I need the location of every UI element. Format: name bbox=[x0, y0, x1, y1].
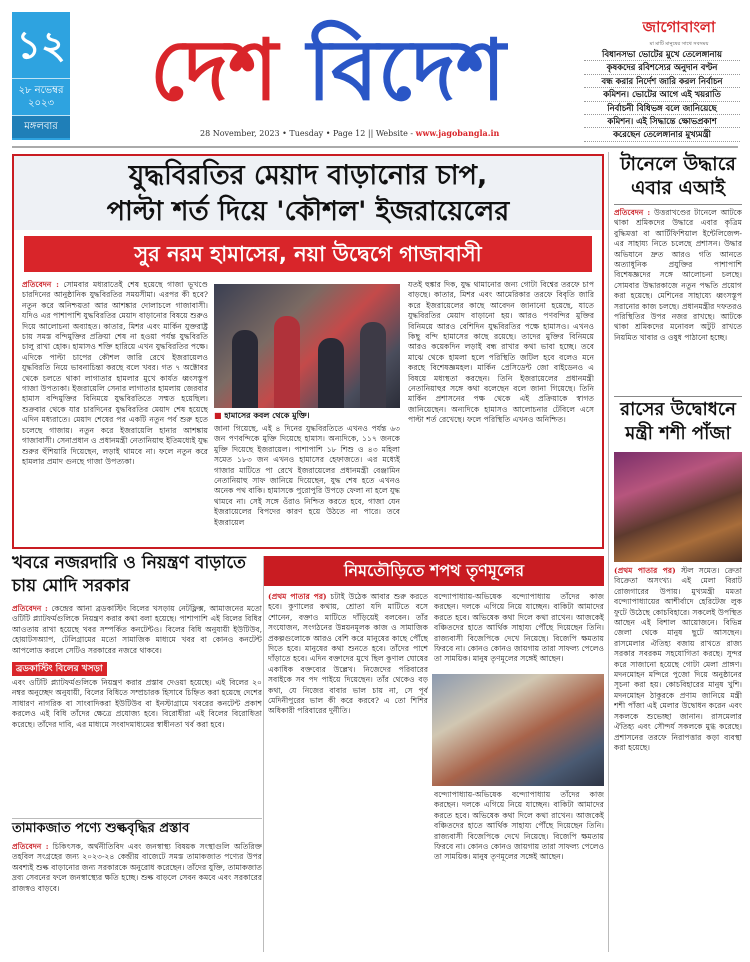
tunnel-text: উত্তরাখণ্ডের টানেলে আটকে থাকা শ্রমিকদের উদ্ধারে এবার কৃত্রিম বুদ্ধিমত্তা বা আর্টিফিশিয়াল ইন্টেলিজেন্স-এর সাহায্য নিতে চলেছে প্রশাসন। উদ্ধার অভিযানে দ্রুত আরও গতি আনতে অত্যাধুনিক প্রযুক্তির পাশাপাশি বিশেষজ্ঞদের সঙ্গে আলোচনা চলছে। সোমবার উদ্ধারকাজে নতুন পদ্ধতি প্রয়োগ করা হয়েছে। মেশিনের সাহায্যে ধ্বংসস্তূপ সরানোর কাজ চলছে। প্রধানমন্ত্রীর দফতরও পরিস্থিতির উপর নজর রাখছে। আটকে থাকা শ্রমিকদের মনোবল অটুট রাখতে নিয়মিত খাবার ও ওষুধ পাঠানো হচ্ছে। bbox=[614, 208, 742, 342]
nimtouri-column-2-bottom bbox=[434, 790, 604, 952]
lead-column-1 bbox=[22, 280, 208, 542]
tobacco-story-body bbox=[12, 842, 262, 952]
lead-byline: প্রতিবেদন : bbox=[22, 280, 59, 289]
tobacco-byline: প্রতিবেদন : bbox=[12, 842, 49, 851]
broadcast-bill-tag: ব্রডকাস্টিং বিলের খসড়া bbox=[12, 662, 107, 676]
ras-continued-label: (প্রথম পাতার পর) bbox=[614, 566, 676, 575]
lead-col1-text: সোমবার মধ্যরাতেই শেষ হয়েছে গাজা ভূখণ্ডে চারদিনের আনুষ্ঠানিক যুদ্ধবিরতির সময়সীমা। এরপর কী হবে? নতুন করে অনিশ্চয়তা আর আশঙ্কার দোলাচলে গাজাবাসী। যদিও এর পাশাপাশি যুদ্ধবিরতির মেয়াদ বাড়ানোর বিষয়ে শুরুও দিয়ে আলোচনা অব্যাহত। কাতার, মিশর এবং মার্কিন যুক্তরাষ্ট্র চায় সমস্ত বন্দিমুক্তির প্রক্রিয়া শেষ না হওয়া পর্যন্ত যুদ্ধবিরতি চালু রাখা হোক। হামাসও শক্তি হারিয়ে এখন যুদ্ধবিরতির পক্ষে। এদিকে পাল্টা চাপের কৌশল জারি রেখে ইজরায়েলও যুদ্ধবিরতি নিয়ে ভাবনাচিন্তা করছে বলে খবর। গত ৭ অক্টোবর থেকে চলতে থাকা লাগাতার হামলার মুখে কার্যত ধ্বংসস্তূপ গাজা উপত্যকা। ইজরায়েলি সেনার লাগাতার হামলায় জেরবার হামাস বন্দিমুক্তির বিনিময়ে যুদ্ধবিরতিতে সম্মত হয়েছিল। শুক্রবার থেকে যার চারদিনের যুদ্ধবিরতির মেয়াদ শেষ হয়েছে এদিন মধ্যরাতে। মেয়াদ শেষের পর একটি নতুন পর্ব শুরু হতে চলেছে গাজায়। নতুন করে ইজরায়েলি হানার আশঙ্কায় গাজাবাসী। সেনাপ্রধান ও প্রধানমন্ত্রী নেতানিয়াহু ইতিমধ্যেই যুদ্ধ শুরুর হুঁশিয়ারি দিয়েছেন, লড়াই থামবে না। ফলে নতুন করে হামলার প্রমাদ গুনছে গাজা উপত্যকা। bbox=[22, 280, 208, 466]
broadcast-bill-headline: খবরে নজরদারি ও নিয়ন্ত্রণ বাড়াতে চায় মোদি সরকার bbox=[12, 553, 246, 596]
tunnel-byline: প্রতিবেদন : bbox=[614, 208, 651, 217]
nimtouri-col2-text: বন্দ্যোপাধ্যায়-অভিষেক বন্দ্যোপাধ্যায় তাঁদের কাজ করছেন। দলকে এগিয়ে নিয়ে যাচ্ছেন। বাকিটা আমাদের করতে হবে। অভিষেক কথা দিলে কথা রাখেন। আজকেই বঞ্চিতদের হাতে আর্থিক সাহায্য পৌঁছে দিয়েছেন তিনি। রাজ্যবাসী বিজেপিকে দেখে নিয়েছে। বিজেপি ক্ষমতায় ফিরবে না। কোনও কোনও জায়গায় তারা সাফল্য পেলেও তা সাময়িক। মানুষ তৃণমূলের সঙ্গেই আছেন। bbox=[434, 592, 604, 664]
newspaper-title bbox=[150, 20, 570, 120]
logo-text: জাগোবাংলা bbox=[642, 18, 716, 36]
publisher-logo bbox=[624, 16, 734, 46]
broadcast-text-1: কেন্দ্রের আনা ব্রডকাস্টিং বিলের খসড়ায় নেটফ্লিক্স, আমাজনের মতো ওটিটি প্ল্যাটফর্মগুলিকে নিয়ন্ত্রণ করার কথা বলা হয়েছে। পাশাপাশি এই বিলের বিধির আওতায় রাখা হয়েছে খবর সম্পর্কিত কনটেন্টও। বিলের বিধি অনুযায়ী ইউটিউব, হোয়াটসঅ্যাপ, টেলিগ্রামের মতো সামাজিক মাধ্যমে খবর বা কোনও কনটেন্ট আপলোড করলে সেটিও সরকারের নজরে থাকবে। bbox=[12, 604, 262, 655]
photo-caption: ■ হামাসের কবল থেকে মুক্তি। bbox=[214, 410, 400, 423]
tobacco-headline: তামাকজাত পণ্যে শুল্কবৃদ্ধির প্রস্তাব bbox=[12, 821, 190, 836]
nimtouri-column-2-top bbox=[434, 592, 604, 672]
nimtouri-headline: নিমতৌড়িতে শপথ তৃণমূলের bbox=[264, 556, 604, 586]
lead-col2-text: জানা গিয়েছে, এই ৪ দিনের যুদ্ধবিরতিতে এখনও পর্যন্ত ৬৩ জন পণবন্দিকে মুক্তি দিয়েছে হামাস। অন্যদিকে, ১১৭ জনকে মুক্তি দিয়েছে ইজরায়েল। পাশাপাশি ১৮ শিশু ও ৪৩ মহিলা সমেত ১৮৩ জন এখনও হামাসের হেফাজতে। এর মধ্যেই গাজার মাটিতে পা রেখে ইজরায়েলের প্রধানমন্ত্রী বেঞ্জামিন নেতানিয়াহু সাফ জানিয়ে দিয়েছেন, যুদ্ধ শেষ হতে এখনও অনেক পথ বাকি। হামাসকে পুরোপুরি উপড়ে ফেলা না হলে যুদ্ধ থামবে না। সেই সঙ্গে ওঁরাও নিশ্চিত করতে হবে, গাজা যেন ইজরায়েলের বিপদের কারণ হয়ে উঠতে না পারে। তবে ইজরায়েল bbox=[214, 424, 400, 527]
ras-story-body bbox=[614, 566, 742, 952]
masthead-divider bbox=[12, 146, 738, 148]
page-number: ১২ bbox=[12, 12, 70, 79]
lead-headline-line2: পাল্টা শর্ত দিয়ে 'কৌশল' ইজরায়েলের bbox=[106, 196, 510, 227]
lead-column-2 bbox=[214, 424, 400, 542]
nimtouri-col2-text-cont: বন্দ্যোপাধ্যায়-অভিষেক বন্দ্যোপাধ্যায় তাঁদের কাজ করছেন। দলকে এগিয়ে নিয়ে যাচ্ছেন। বাকিটা আমাদের করতে হবে। অভিষেক কথা দিলে কথা রাখেন। আজকেই বঞ্চিতদের হাতে আর্থিক সাহায্য পৌঁছে দিয়েছেন তিনি। রাজ্যবাসী বিজেপিকে দেখে নিয়েছে। বিজেপি ক্ষমতায় ফিরবে না। কোনও কোনও জায়গায় তারা সাফল্য পেলেও তা সাময়িক। মানুষ তৃণমূলের সঙ্গেই আছেন। bbox=[434, 790, 604, 862]
lead-headline bbox=[14, 156, 602, 230]
broadcast-story-body-1 bbox=[12, 604, 262, 660]
ear-line: নির্বাচনী বিধিভঙ্গ বলে জানিয়েছে bbox=[584, 102, 740, 115]
ear-line: করেছেন তেলেঙ্গানার মুখ্যমন্ত্রী bbox=[584, 128, 740, 141]
ear-line: বন্ধ করার নির্দেশ জারি করল নির্বাচন bbox=[584, 75, 740, 88]
title-part-1: দেশ bbox=[150, 21, 278, 119]
title-part-2: বিদেশ bbox=[307, 21, 506, 119]
column-divider bbox=[608, 152, 609, 952]
lead-story bbox=[12, 154, 604, 549]
logo-tagline: মা মাটি মানুষের সাথে সবসময় bbox=[649, 41, 709, 47]
lead-column-3 bbox=[408, 280, 594, 542]
ear-line: কমিশন। ভোটের আগে এই খয়রাতি bbox=[584, 88, 740, 101]
dateline bbox=[200, 128, 499, 138]
nimtouri-col1-text: চটাই উঠেক আবার শুরু করতে হবে। কুণালের কথায়, শ্রোতা যদি মাটিতে বসে শোনেন, বক্তাও মাটিতে দাঁড়িয়েই বলবেন। তাঁর সংযোজন, সংগঠনের উন্নয়নমূলক কাজ ও সামাজিক প্রকল্পগুলোকে আরও বেশি করে মানুষের কাছে পৌঁছে দিতে হবে। মানুষের কথা শুনতে হবে। তাঁদের পাশে দাঁড়াতে হবে। এদিন বক্তাদের মুখে ছিল কুণাল ঘোষের একাধিক বক্তব্যের উল্লেখ। নিজেদের পরিবারের সবাইকে সব পদ পাইয়ে দিয়েছেন। তাঁর থেকেও বড় কথা, যে নিজের বাবার ভাল চায় না, সে পূর্ব মেদিনীপুরের ভাল কী করে করবে? এ তো শিশির অধিকারী পরিবারের দুর্নীতি। bbox=[268, 592, 428, 716]
ras-inauguration-photo bbox=[614, 452, 742, 562]
website-link[interactable]: www.jagobangla.in bbox=[415, 128, 500, 138]
lead-subheadline: সুর নরম হামাসের, নয়া উদ্বেগে গাজাবাসী bbox=[24, 236, 592, 272]
tunnel-rule bbox=[614, 204, 742, 205]
lead-headline-line1: যুদ্ধবিরতির মেয়াদ বাড়ানোর চাপ, bbox=[128, 160, 488, 191]
ear-panel-news bbox=[584, 48, 740, 142]
ras-text: স্টল সমেত। ক্রেতা বিক্রেতা অসংখ্য। এই মেলা বিরাট রোজগারের উপায়। মুখ্যমন্ত্রী মমতা বন্দ্যোপাধ্যায়ের আশীর্বাদে হেরিটেজ লুক ফুটে উঠেছে কোচবিহারে। সকলেই উপস্থিত আছেন এই বিশাল আয়োজনে। বিভিন্ন জেলা থেকে মানুষ ছুটে আসছেন। রাসমেলার ঐতিহ্য বজায় রাখতে রাজ্য সরকার সবরকম সহযোগিতা করছে। সুন্দর করে সাজানো হয়েছে গোটা মেলা প্রাঙ্গণ। মদনমোহন মন্দিরে পুজো দিয়ে অনুষ্ঠানের সূচনা করা হয়। কোচবিহারের মানুষ খুশি। মদনমোহন ঠাকুরকে প্রণাম জানিয়ে মন্ত্রী শশী পাঁজা এই মেলার উদ্বোধন করেন এবং সকলকে শুভেচ্ছা জানান। রাসমেলার ঐতিহ্য এবং সৌন্দর্য সকলকে মুগ্ধ করেছে। প্রশাসনের তরফে নিরাপত্তার কড়া ব্যবস্থা করা হয়েছে। bbox=[614, 566, 742, 752]
nimtouri-rally-photo bbox=[432, 674, 604, 786]
hostage-release-photo bbox=[214, 284, 400, 408]
tobacco-rule bbox=[12, 818, 262, 819]
nimtouri-continued-label: (প্রথম পাতার পর) bbox=[268, 592, 327, 601]
ear-line: কমিশন। এই সিদ্ধান্তে ক্ষোভপ্রকাশ bbox=[584, 115, 740, 128]
nimtouri-column-1 bbox=[268, 592, 428, 952]
ras-rule bbox=[614, 396, 742, 397]
ras-headline: রাসের উদ্বোধনে মন্ত্রী শশী পাঁজা bbox=[620, 399, 736, 444]
tunnel-headline: টানেলে উদ্ধারে এবার এআই bbox=[620, 153, 736, 199]
issue-date: ২৮ নভেম্বর ২০২৩ bbox=[12, 79, 70, 116]
lead-col3-text: যতই হুঙ্কার দিক, যুদ্ধ থামানোর জন্য গোটা বিশ্বের তরফে চাপ বাড়ছে। কাতার, মিশর এবং আমেরিকার তরফে বিবৃতি জারি করে ইজরায়েলের কাছে আবেদন জানানো হয়েছে, যাতে যুদ্ধবিরতির মেয়াদ বাড়ানো হয়। আরও পণবন্দির মুক্তির বিনিময়ে আরও বেশিদিন যুদ্ধবিরতির পক্ষে হামাসও। এখনও কিছু বন্দি হামাসের কাছে রয়েছে। তাদের মুক্তির বিনিময়ে আরও কয়েকদিন লড়াই বন্ধ রাখার কথা ভাবা হচ্ছে। তবে মাঝে থেকে হামলা হলে পরিস্থিতি জটিল হবে বলেও মনে করছে বিশেষজ্ঞমহল। মার্কিন প্রেসিডেন্ট জো বাইডেনও এ বিষয়ে মধ্যস্থতা করছেন। তিনি ইজরায়েলের প্রধানমন্ত্রী নেতানিয়াহুর সঙ্গে কথা বলেছেন বলে জানা গিয়েছে। তিনি মার্কিন প্রশাসনের পক্ষ থেকে এই প্রক্রিয়াকে স্বাগত জানিয়েছেন। অন্যদিকে হামাসও আলোচনার টেবিলে এসে পাল্টা শর্ত রেখেছে। ফলে পরিস্থিতি এখনও অনিশ্চিত। bbox=[408, 280, 594, 425]
ear-line: কৃষকদের রবিশস্যের অনুদান বণ্টন bbox=[584, 61, 740, 74]
issue-day: মঙ্গলবার bbox=[12, 116, 70, 138]
tunnel-story-body bbox=[614, 208, 742, 394]
broadcast-story-body-2 bbox=[12, 678, 262, 816]
broadcast-byline: প্রতিবেদন : bbox=[12, 604, 48, 613]
page-date-box bbox=[12, 12, 70, 140]
tobacco-text: চিকিৎসক, অর্থনীতিবিদ এবং জনস্বাস্থ্য বিষয়ক সংস্থাগুলি অতিরিক্ত তহবিল সংগ্রহের জন্য ২০২৩-২৪ কেন্দ্রীয় বাজেটে সমস্ত তামাকজাত পণ্যের উপর অবশ্যই শুল্ক বাড়ানোর জন্য সরকারকে অনুরোধ করেছেন। তাঁদের যুক্তি, তামাকজাত দ্রব্য সেবনের ফলে জনস্বাস্থ্যের ক্ষতি হচ্ছে। শুল্ক বাড়লে সেবন কমবে এবং সরকারের রাজস্বও বাড়বে। bbox=[12, 842, 262, 893]
dateline-text: 28 November, 2023 • Tuesday • Page 12 || Website - bbox=[200, 129, 416, 138]
bottom-column-divider bbox=[263, 556, 264, 952]
broadcast-text-2: এবং ওটিটি প্ল্যাটফর্মগুলিকে নিয়ন্ত্রণ করার প্রস্তাব দেওয়া হয়েছে। এই বিলের ২০ নম্বর অনুচ্ছেদ অনুযায়ী, বিলের বিধিতে সম্প্রচারক হিসাবে চিহ্নিত করা হয়েছে দেশের সাধারণ নাগরিক বা সাংবাদিকরা ইউটিউব বা ইনস্টাগ্রামে খবরের কনটেন্ট প্রকাশ করলেও এই বিধি তাঁদের ক্ষেত্রে প্রযোজ্য হবে। বিরোধীরা এই বিলের বিরোধিতা করেছে। তাঁদের দাবি, এর মাধ্যমে সংবাদমাধ্যমের স্বাধীনতা খর্ব করা হবে। bbox=[12, 678, 262, 729]
ear-line: বিধানসভা ভোটের মুখে তেলেঙ্গানায় bbox=[584, 48, 740, 61]
